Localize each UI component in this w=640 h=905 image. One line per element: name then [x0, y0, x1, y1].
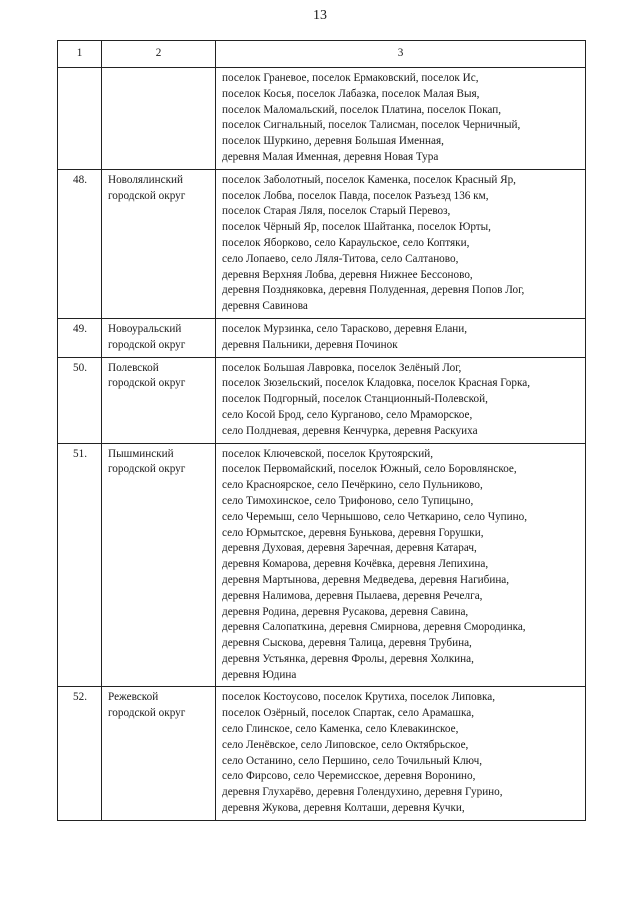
settlement-line: село Ленёвское, село Липовское, село Октябрьское,: [222, 738, 469, 751]
table-row: [58, 68, 586, 170]
settlement-line: поселок Первомайский, поселок Южный, село Боровлянское,: [222, 463, 517, 476]
row-number: 48.: [58, 169, 102, 318]
settlement-line: поселок Заболотный, поселок Каменка, поселок Красный Яр,: [222, 173, 516, 186]
district-name-line: городской округ: [108, 189, 186, 202]
settlement-line: деревня Поздняковка, деревня Полуденная, деревня Попов Лог,: [222, 284, 525, 297]
settlement-line: село Красноярское, село Печёркино, село Пульниково,: [222, 479, 483, 492]
settlements-cell: [216, 318, 586, 357]
settlement-line: деревня Юдина: [222, 668, 297, 681]
settlement-line: поселок Лобва, поселок Павда, поселок Разъезд 136 км,: [222, 189, 489, 202]
settlement-line: село Черемыш, село Чернышово, село Четкарино, село Чупино,: [222, 510, 528, 523]
district-name-line: городской округ: [108, 707, 186, 720]
district-name-line: городской округ: [108, 377, 186, 390]
settlement-line: село Глинское, село Каменка, село Клевакинское,: [222, 723, 459, 736]
settlements-cell: [216, 443, 586, 687]
settlement-line: село Полдневая, деревня Кенчурка, деревня Раскуиха: [222, 424, 478, 437]
settlement-line: поселок Чёрный Яр, поселок Шайтанка, поселок Юрты,: [222, 221, 491, 234]
column-header-2: 2: [102, 41, 216, 68]
settlement-line: село Юрмытское, деревня Бунькова, деревня Горушки,: [222, 526, 484, 539]
settlements-cell: [216, 68, 586, 170]
settlements-cell: [216, 357, 586, 443]
district-name-line: городской округ: [108, 463, 186, 476]
district-name-line: Режевской: [108, 691, 159, 704]
settlement-line: село Останино, село Першино, село Точильный Ключ,: [222, 754, 483, 767]
column-header-1: 1: [58, 41, 102, 68]
settlement-line: деревня Сыскова, деревня Талица, деревня Трубина,: [222, 637, 472, 650]
settlement-line: поселок Граневое, поселок Ермаковский, поселок Ис,: [222, 72, 479, 84]
settlement-line: поселок Ключевской, поселок Крутоярский,: [222, 447, 433, 460]
row-number: 51.: [58, 443, 102, 687]
table-row: [58, 169, 586, 318]
settlement-line: поселок Мурзинка, село Тарасково, деревня Елани,: [222, 322, 468, 335]
row-number: 49.: [58, 318, 102, 357]
district-name-line: Пышминский: [108, 447, 174, 460]
district-cell: [102, 68, 216, 170]
settlement-line: поселок Шуркино, деревня Большая Именная,: [222, 135, 444, 148]
row-number: 52.: [58, 687, 102, 820]
district-cell: [102, 443, 216, 687]
settlement-line: деревня Салопаткина, деревня Смирнова, деревня Смородинка,: [222, 621, 526, 634]
district-cell: [102, 318, 216, 357]
district-cell: [102, 687, 216, 820]
district-name-line: Новоуральский: [108, 322, 182, 335]
settlement-line: село Лопаево, село Ляля-Титова, село Салтаново,: [222, 252, 459, 265]
column-header-3: 3: [216, 41, 586, 68]
settlement-line: поселок Костоусово, поселок Крутиха, поселок Липовка,: [222, 691, 496, 704]
settlement-line: деревня Налимова, деревня Пылаева, деревня Речелга,: [222, 589, 483, 602]
settlement-line: поселок Озёрный, поселок Спартак, село Арамашка,: [222, 707, 474, 720]
settlement-line: деревня Мартынова, деревня Медведева, деревня Нагибина,: [222, 573, 510, 586]
district-name-line: Новолялинский: [108, 173, 183, 186]
settlement-line: поселок Яборково, село Караульское, село Коптяки,: [222, 236, 470, 249]
settlement-line: село Фирсово, село Черемисское, деревня Воронино,: [222, 770, 476, 783]
settlement-line: поселок Сигнальный, поселок Талисман, поселок Черничный,: [222, 119, 521, 132]
settlement-line: поселок Подгорный, поселок Станционный-Полевской,: [222, 393, 488, 406]
table-row: [58, 318, 586, 357]
settlement-line: деревня Верхняя Лобва, деревня Нижнее Бессоново,: [222, 268, 473, 281]
settlement-line: деревня Духовая, деревня Заречная, деревня Катарач,: [222, 542, 477, 555]
district-name-line: Полевской: [108, 361, 159, 374]
settlement-line: село Тимохинское, село Трифоново, село Тупицыно,: [222, 494, 474, 507]
settlement-line: поселок Большая Лавровка, поселок Зелёный Лог,: [222, 361, 462, 374]
settlements-cell: [216, 169, 586, 318]
settlement-line: поселок Косья, поселок Лабазка, поселок Малая Выя,: [222, 87, 480, 100]
row-number: 50.: [58, 357, 102, 443]
settlement-line: село Косой Брод, село Курганово, село Мраморское,: [222, 408, 473, 421]
settlements-table: [57, 40, 586, 821]
table-header-row: [58, 41, 586, 68]
district-cell: [102, 169, 216, 318]
table-row: [58, 357, 586, 443]
settlement-line: деревня Пальники, деревня Починок: [222, 338, 398, 351]
district-name-line: городской округ: [108, 338, 186, 351]
settlement-line: деревня Родина, деревня Русакова, деревня Савина,: [222, 605, 469, 618]
settlement-line: поселок Старая Ляля, поселок Старый Перевоз,: [222, 205, 451, 218]
settlement-line: поселок Маломальский, поселок Платина, поселок Покап,: [222, 103, 502, 116]
settlements-cell: [216, 687, 586, 820]
settlement-line: деревня Жукова, деревня Колташи, деревня Кучки,: [222, 802, 465, 815]
table-body: [58, 68, 586, 821]
settlement-line: деревня Савинова: [222, 300, 308, 313]
settlement-line: поселок Зюзельский, поселок Кладовка, поселок Красная Горка,: [222, 377, 530, 390]
page-number: 13: [313, 8, 327, 23]
settlement-line: деревня Устьянка, деревня Фролы, деревня Холкина,: [222, 652, 474, 665]
table-row: [58, 443, 586, 687]
district-cell: [102, 357, 216, 443]
row-number: [58, 68, 102, 170]
table-row: [58, 687, 586, 820]
settlement-line: деревня Малая Именная, деревня Новая Тура: [222, 150, 439, 163]
settlement-line: деревня Глухарёво, деревня Голендухино, деревня Гурино,: [222, 786, 503, 799]
settlement-line: деревня Комарова, деревня Кочёвка, деревня Лепихина,: [222, 558, 489, 571]
